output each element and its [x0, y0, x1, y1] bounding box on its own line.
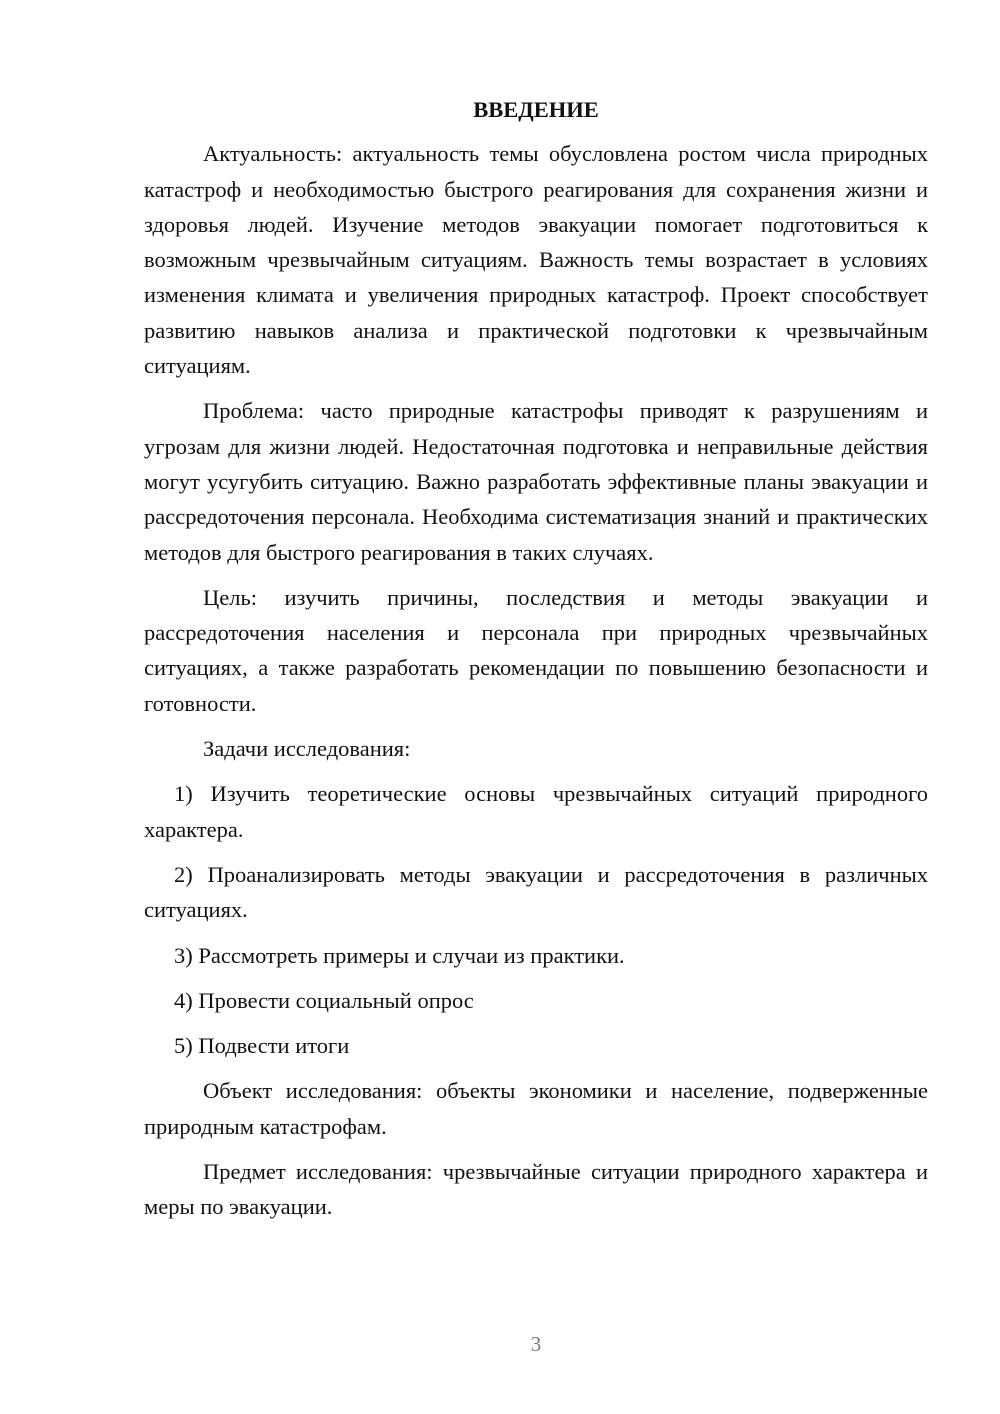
task-item-5: 5) Подвести итоги	[174, 1033, 350, 1059]
task-item-1: 1) Изучить теоретические основы чрезвычайных ситуаций природного характера.	[144, 781, 928, 842]
page-number: 3	[530, 1332, 542, 1356]
task-list	[144, 776, 928, 1063]
task-item-2: 2) Проанализировать методы эвакуации и рассредоточения в различных ситуациях.	[144, 861, 928, 923]
paragraph-object: Объект исследования: объекты экономики и население, подверженные природным катастрофам.	[144, 1078, 928, 1139]
task-item-3: 3) Рассмотреть примеры и случаи из практики.	[174, 942, 625, 968]
document-body	[144, 92, 928, 1235]
tasks-title: Задачи исследования:	[203, 736, 411, 762]
paragraph-problem: Проблема: часто природные катастрофы приводят к разрушениям и угрозам для жизни людей. Недостаточная подготовка и неправильные действия могут усугубить ситуацию. Важно разработать эффективные планы эвакуации и рассредоточения персонала. Необходима систематизация знаний и практических методов для быстрого реагирования в таких случаях.	[144, 398, 928, 565]
paragraph-relevance: Актуальность: актуальность темы обусловлена ростом числа природных катастроф и необходимостью быстрого реагирования для сохранения жизни и здоровья людей. Изучение методов эвакуации помогает подготовиться к возможным чрезвычайным ситуациям. Важность темы возрастает в условиях изменения климата и увеличения природных катастроф. Проект способствует развитию навыков анализа и практической подготовки к чрезвычайным ситуациям.	[144, 141, 928, 379]
page-title: ВВЕДЕНИЕ	[473, 97, 599, 122]
paragraph-subject: Предмет исследования: чрезвычайные ситуации природного характера и меры по эвакуации.	[144, 1159, 928, 1220]
task-item-4: 4) Провести социальный опрос	[174, 987, 474, 1013]
paragraph-goal: Цель: изучить причины, последствия и методы эвакуации и рассредоточения населения и персонала при природных чрезвычайных ситуациях, а также разработать рекомендации по повышению безопасности и готовности.	[144, 584, 928, 716]
